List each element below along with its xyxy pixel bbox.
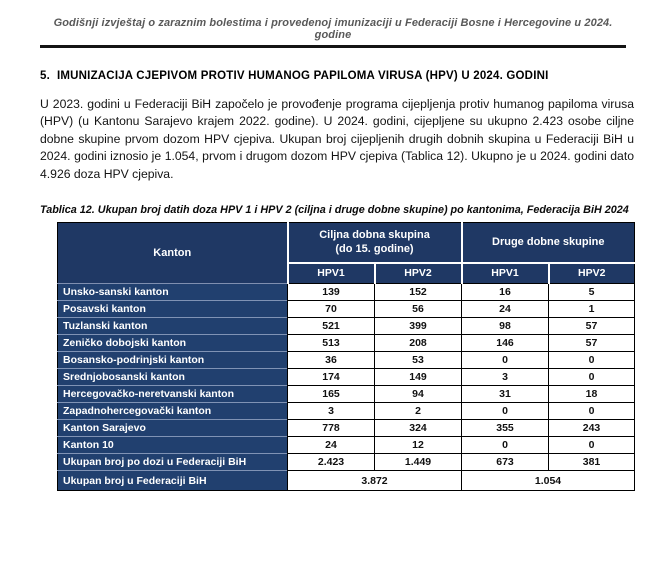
cell-value: 3 (288, 403, 375, 420)
row-label: Srednjobosanski kanton (58, 369, 288, 386)
row-label: Zeničko dobojski kanton (58, 335, 288, 352)
column-group-ciljna (288, 223, 462, 263)
section-title: IMUNIZACIJA CJEPIVOM PROTIV HUMANOG PAPILOMA VIRUSA (HPV) U 2024. GODINI (57, 70, 549, 82)
cell-value: 5 (549, 284, 635, 301)
cell-value: 56 (375, 301, 462, 318)
running-header (40, 17, 626, 48)
cell-value: 149 (375, 369, 462, 386)
table-row (58, 335, 635, 352)
cell-value: 324 (375, 420, 462, 437)
cell-value: 0 (549, 369, 635, 386)
cell-value: 24 (462, 301, 549, 318)
cell-value: 355 (462, 420, 549, 437)
cell-value: 146 (462, 335, 549, 352)
row-label: Posavski kanton (58, 301, 288, 318)
subheader-ciljna-hpv2: HPV2 (375, 263, 462, 284)
total-ciljna-cell: 3.872 (288, 471, 462, 491)
column-header-kanton: Kanton (58, 223, 288, 284)
table-row (58, 403, 635, 420)
cell-value: 0 (549, 352, 635, 369)
column-group-ciljna-line2: (do 15. godine) (335, 243, 414, 256)
cell-value: 513 (288, 335, 375, 352)
table-row-grand-total (58, 471, 635, 491)
cell-value: 243 (549, 420, 635, 437)
running-header-text: Godišnji izvještaj o zaraznim bolestima i provedenoj imunizaciji u Federaciji Bosne i Hercegovine u 2024. godine (53, 17, 613, 41)
cell-value: 673 (462, 454, 549, 471)
total-druge-cell: 1.054 (462, 471, 635, 491)
subheader-druge-hpv1: HPV1 (462, 263, 549, 284)
cell-value: 16 (462, 284, 549, 301)
row-label: Kanton Sarajevo (58, 420, 288, 437)
cell-value: 399 (375, 318, 462, 335)
cell-value: 139 (288, 284, 375, 301)
row-label: Zapadnohercegovački kanton (58, 403, 288, 420)
cell-value: 98 (462, 318, 549, 335)
cell-value: 2.423 (288, 454, 375, 471)
table-row-total-per-dose (58, 454, 635, 471)
cell-value: 778 (288, 420, 375, 437)
table-caption: Tablica 12. Ukupan broj datih doza HPV 1 i HPV 2 (ciljna i druge dobne skupine) po kantonima, Federacija BiH 2024 (40, 204, 629, 217)
cell-value: 70 (288, 301, 375, 318)
row-label: Ukupan broj u Federaciji BiH (58, 471, 288, 491)
table-row (58, 301, 635, 318)
subheader-ciljna-hpv1: HPV1 (288, 263, 375, 284)
table-row (58, 352, 635, 369)
cell-value: 2 (375, 403, 462, 420)
column-group-druge: Druge dobne skupine (462, 223, 635, 263)
cell-value: 0 (462, 352, 549, 369)
cell-value: 174 (288, 369, 375, 386)
cell-value: 521 (288, 318, 375, 335)
cell-value: 31 (462, 386, 549, 403)
table-row (58, 318, 635, 335)
row-label: Tuzlanski kanton (58, 318, 288, 335)
subheader-druge-hpv2: HPV2 (549, 263, 635, 284)
row-label: Hercegovačko-neretvanski kanton (58, 386, 288, 403)
table-row (58, 284, 635, 301)
row-label: Unsko-sanski kanton (58, 284, 288, 301)
cell-value: 53 (375, 352, 462, 369)
hpv-doses-table (57, 222, 635, 491)
table-row (58, 437, 635, 454)
cell-value: 57 (549, 335, 635, 352)
cell-value: 152 (375, 284, 462, 301)
cell-value: 381 (549, 454, 635, 471)
cell-value: 3 (462, 369, 549, 386)
cell-value: 24 (288, 437, 375, 454)
cell-value: 12 (375, 437, 462, 454)
cell-value: 0 (549, 437, 635, 454)
cell-value: 18 (549, 386, 635, 403)
row-label: Kanton 10 (58, 437, 288, 454)
cell-value: 0 (462, 437, 549, 454)
cell-value: 0 (462, 403, 549, 420)
row-label: Ukupan broj po dozi u Federaciji BiH (58, 454, 288, 471)
table-row (58, 369, 635, 386)
section-number: 5. (40, 70, 50, 82)
row-label: Bosansko-podrinjski kanton (58, 352, 288, 369)
cell-value: 208 (375, 335, 462, 352)
section-heading (40, 70, 632, 82)
table-row (58, 420, 635, 437)
table-header-group-row (58, 223, 635, 263)
body-paragraph: U 2023. godini u Federaciji BiH započelo je provođenje programa cijepljenja protiv humanog papiloma virusa (HPV) (u Kantonu Sarajevo krajem 2022. godine). U 2024. godini, cijepljene su ukupno 2.423 osobe ciljne dobne skupine prvom dozom HPV cjepiva. Ukupan broj cijepljenih drugih dobnih skupina u Federaciji BiH u 2024. godini iznosio je 1.054, prvom i drugom dozom HPV cjepiva (Tablica 12). Ukupno je u 2024. godini dato 4.926 doza HPV cjepiva. (40, 97, 634, 181)
cell-value: 1 (549, 301, 635, 318)
column-group-ciljna-line1: Ciljna dobna skupina (319, 229, 430, 242)
cell-value: 36 (288, 352, 375, 369)
cell-value: 57 (549, 318, 635, 335)
cell-value: 94 (375, 386, 462, 403)
cell-value: 0 (549, 403, 635, 420)
table-row (58, 386, 635, 403)
cell-value: 165 (288, 386, 375, 403)
cell-value: 1.449 (375, 454, 462, 471)
